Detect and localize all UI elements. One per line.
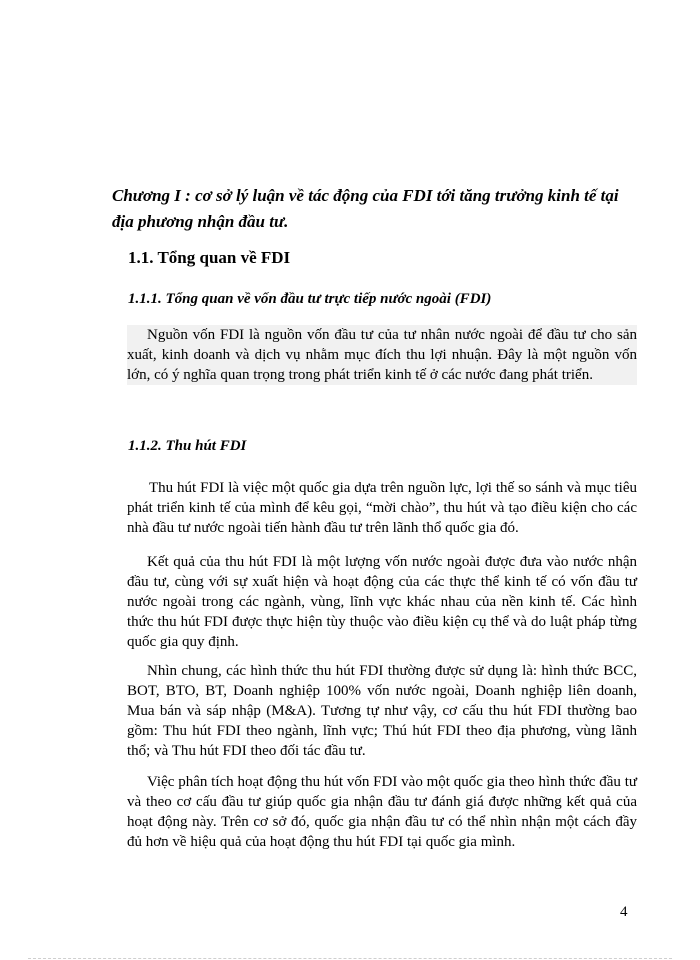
paragraph-result: Kết quả của thu hút FDI là một lượng vốn nước ngoài được đưa vào nước nhận đầu tư, cùng với sự xuất hiện và hoạt động của các thực thể kinh tế có vốn đầu tư nước ngoài trong các ngành, vùng, lĩnh vực khác nhau của nền kinh tế. Các hình thức thu hút FDI được thực hiện tùy thuộc vào điều kiện cụ thể và do luật pháp từng quốc gia quy định. bbox=[127, 554, 637, 650]
subsection-1-paragraph: Nguồn vốn FDI là nguồn vốn đầu tư của tư nhân nước ngoài để đầu tư cho sản xuất, kinh doanh và dịch vụ nhằm mục đích thu lợi nhuận. Đây là một nguồn vốn lớn, có ý nghĩa quan trọng trong phát triển kinh tế ở các nước đang phát triển. bbox=[127, 327, 637, 383]
paragraph-forms: Nhìn chung, các hình thức thu hút FDI thường được sử dụng là: hình thức BCC, BOT, BTO, BT, Doanh nghiệp 100% vốn nước ngoài, Doanh nghiệp liên doanh, Mua bán và sáp nhập (M&A). Tương tự như vậy, cơ cấu thu hút FDI thường bao gồm: Thu hút FDI theo ngành, lĩnh vực; Thú hút FDI theo địa phương, vùng lãnh thổ; và Thu hút FDI theo đối tác đầu tư. bbox=[127, 663, 637, 759]
paragraph-analysis: Việc phân tích hoạt động thu hút vốn FDI vào một quốc gia theo hình thức đầu tư và theo cơ cấu đầu tư giúp quốc gia nhận đầu tư đánh giá được những kết quả của hoạt động này. Trên cơ sở đó, quốc gia nhận đầu tư có thể nhìn nhận một cách đầy đủ hơn về hiệu quả của hoạt động thu hút FDI tại quốc gia mình. bbox=[127, 774, 637, 850]
section-title: 1.1. Tổng quan về FDI bbox=[128, 248, 291, 267]
chapter-title: Chương I : cơ sở lý luận về tác động của FDI tới tăng trưởng kinh tế tại địa phương nhận đầu tư. bbox=[112, 186, 619, 231]
subsection-title-1-1-2: 1.1.2. Thu hút FDI bbox=[128, 438, 247, 454]
page-number: 4 bbox=[620, 904, 628, 920]
page-bottom-divider bbox=[28, 958, 672, 959]
paragraph-definition: Thu hút FDI là việc một quốc gia dựa trên nguồn lực, lợi thế so sánh và mục tiêu phát triển kinh tế của mình để kêu gọi, “mời chào”, thu hút và tạo điều kiện cho các nhà đầu tư nước ngoài tiến hành đầu tư trên lãnh thổ quốc gia đó. bbox=[127, 480, 637, 536]
subsection-title-1-1-1: 1.1.1. Tổng quan về vốn đầu tư trực tiếp nước ngoài (FDI) bbox=[128, 291, 492, 307]
